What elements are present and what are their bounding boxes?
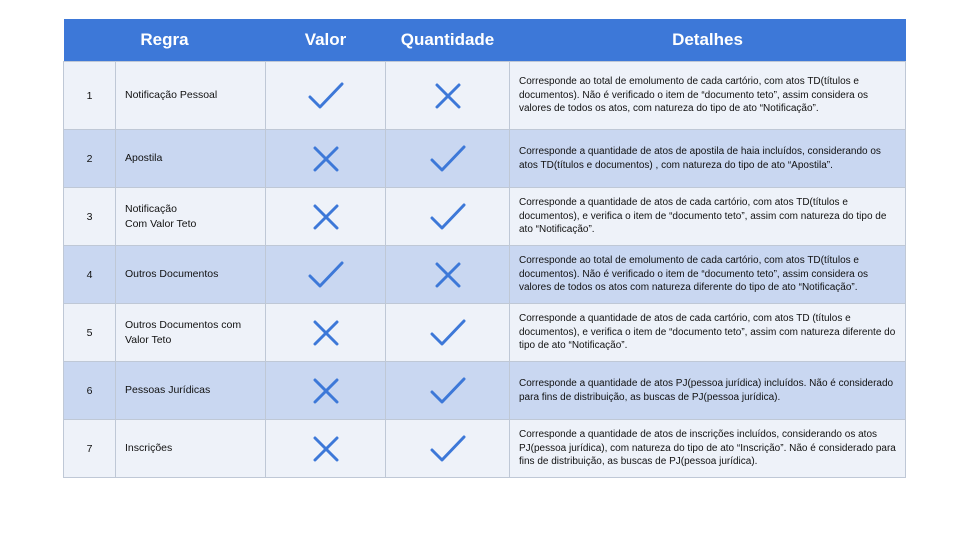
header-rule: Regra	[64, 19, 266, 62]
checkmark-icon	[430, 318, 466, 348]
row-number: 6	[64, 362, 116, 420]
cross-icon	[313, 204, 339, 230]
row-number: 4	[64, 246, 116, 304]
details-text: Corresponde a quantidade de atos PJ(pessoa jurídica) incluídos. Não é considerado para fins de distribuição, as buscas de PJ(pessoa jurídica).	[510, 362, 906, 420]
rule-name-line: Valor Teto	[125, 333, 172, 346]
header-details: Detalhes	[510, 19, 906, 62]
checkmark-icon	[430, 202, 466, 232]
rule-name-line: Outros Documentos	[125, 268, 219, 280]
header-quantity: Quantidade	[386, 19, 510, 62]
table-row	[64, 188, 906, 246]
value-cell	[266, 62, 386, 130]
cross-icon	[435, 262, 461, 288]
value-cell	[266, 420, 386, 478]
value-cell	[266, 188, 386, 246]
details-text: Corresponde a quantidade de atos de cada cartório, com atos TD (títulos e documentos), e verifica o item de “documento teto”, assim com natureza diferente do tipo de ato “Notificação”.	[510, 304, 906, 362]
cross-icon	[435, 83, 461, 109]
details-text: Corresponde ao total de emolumento de cada cartório, com atos TD(títulos e documentos). Não é verificado o item de “documento teto”, assim considera os valores de todos os atos com natureza diferente do tipo de ato “Notificação”.	[510, 246, 906, 304]
details-text: Corresponde a quantidade de atos de cada cartório, com atos TD(títulos e documentos), e verifica o item de “documento teto”, assim com natureza do tipo de ato “Notificação”.	[510, 188, 906, 246]
quantity-cell	[386, 304, 510, 362]
value-cell	[266, 304, 386, 362]
rule-name	[116, 304, 266, 362]
value-cell	[266, 362, 386, 420]
checkmark-icon	[430, 434, 466, 464]
rule-name	[116, 188, 266, 246]
rule-name	[116, 362, 266, 420]
header-row	[64, 19, 906, 62]
rule-name-line: Apostila	[125, 152, 163, 164]
rules-table	[63, 19, 906, 478]
checkmark-icon	[430, 144, 466, 174]
rule-name-line: Pessoas Jurídicas	[125, 384, 211, 396]
rule-name	[116, 420, 266, 478]
table-row	[64, 304, 906, 362]
cross-icon	[313, 320, 339, 346]
rule-name	[116, 246, 266, 304]
value-cell	[266, 246, 386, 304]
table-row	[64, 246, 906, 304]
checkmark-icon	[308, 81, 344, 111]
rule-name-line: Notificação	[125, 202, 177, 215]
rule-name-line: Outros Documentos com	[125, 318, 242, 331]
quantity-cell	[386, 130, 510, 188]
quantity-cell	[386, 246, 510, 304]
header-value: Valor	[266, 19, 386, 62]
row-number: 5	[64, 304, 116, 362]
table-row	[64, 62, 906, 130]
row-number: 1	[64, 62, 116, 130]
value-cell	[266, 130, 386, 188]
rule-name-line: Inscrições	[125, 442, 173, 454]
row-number: 3	[64, 188, 116, 246]
quantity-cell	[386, 62, 510, 130]
table-row	[64, 420, 906, 478]
details-text: Corresponde ao total de emolumento de cada cartório, com atos TD(títulos e documentos). Não é verificado o item de “documento teto”, assim considera os valores de todos os atos, com natureza do tipo de ato “Notificação”.	[510, 62, 906, 130]
quantity-cell	[386, 420, 510, 478]
quantity-cell	[386, 188, 510, 246]
table-row	[64, 362, 906, 420]
rule-name	[116, 62, 266, 130]
table-body	[64, 62, 906, 478]
cross-icon	[313, 378, 339, 404]
table-row	[64, 130, 906, 188]
cross-icon	[313, 436, 339, 462]
details-text: Corresponde a quantidade de atos de apostila de haia incluídos, considerando os atos TD(títulos e documentos) , com natureza do tipo de ato “Apostila”.	[510, 130, 906, 188]
details-text: Corresponde a quantidade de atos de inscrições incluídos, considerando os atos PJ(pessoa jurídica), com natureza do tipo de ato “Inscrição”. Não é considerado para fins de distribuição, as buscas de PJ(pessoa jurídica).	[510, 420, 906, 478]
checkmark-icon	[430, 376, 466, 406]
rule-name	[116, 130, 266, 188]
checkmark-icon	[308, 260, 344, 290]
rule-name-line: Notificação Pessoal	[125, 89, 218, 101]
row-number: 2	[64, 130, 116, 188]
row-number: 7	[64, 420, 116, 478]
cross-icon	[313, 146, 339, 172]
rule-name-line: Com Valor Teto	[125, 217, 197, 230]
quantity-cell	[386, 362, 510, 420]
